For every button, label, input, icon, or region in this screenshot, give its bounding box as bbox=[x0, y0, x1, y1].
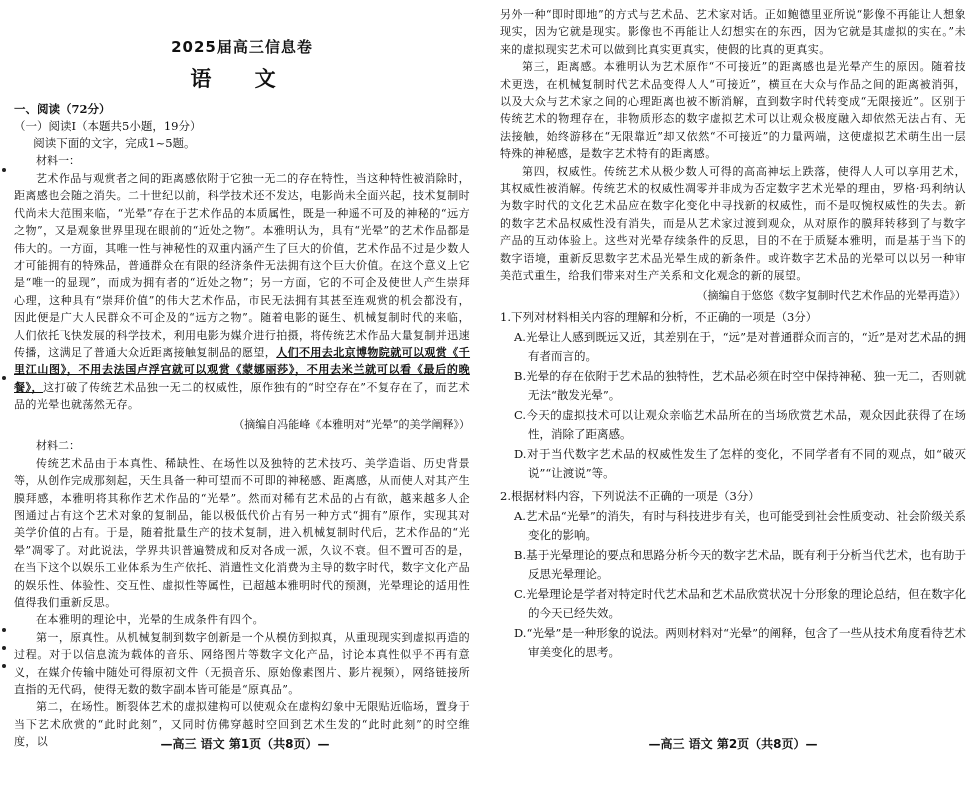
material-2-continuation: 另外一种“即时即地”的方式与艺术品、艺术家对话。正如鲍德里亚所说“影像不再能让人想象现实，因为它就是现实。影像也不再能让人幻想实在的东西，因为它就是其虚拟的实在。”未来的虚拟现实艺术可以做到比真实更真实，使假的比真的更真实。 bbox=[500, 8, 966, 56]
right-page bbox=[500, 0, 966, 800]
material-2-paragraph: 第三，距离感。本雅明认为艺术原作“不可接近”的距离感也是光晕产生的原因。随着技术更迭，在机械复制时代艺术品变得人人“可接近”，横亘在大众与作品之间的距离被消弭，以及大众与艺术家之间的心理距离也被不断消解，直到数字时代转变成“无限接近”。区别于传统艺术的物理存在，非物质形态的数字虚拟艺术可以让观众极度融入却依然无法占有、无法接触，始终游移在“无限靠近”却又依然“不可接近”的力量两端，这使虚拟艺术萌生出一层特殊的神秘感，是数字艺术特有的距离感。 bbox=[500, 60, 966, 161]
question-2 bbox=[500, 487, 966, 662]
option-a: A.光晕让人感到既远又近，其差别在于，“远”是对普通群众而言的，“近”是对艺术品的拥有者而言的。 bbox=[514, 329, 966, 363]
page-footer-right: —高三 语文 第2页（共8页）— bbox=[648, 737, 818, 751]
margin-mark bbox=[2, 628, 6, 632]
option-c: C.今天的虚拟技术可以让观众亲临艺术品所在的当场欣赏艺术品，观众因此获得了在场性，消除了距离感。 bbox=[514, 407, 966, 441]
option-c: C.光晕理论是学者对特定时代艺术品和艺术品欣赏状况十分形象的理论总结，但在数字化的今天已经失效。 bbox=[514, 586, 966, 620]
question-stem: 2.根据材料内容，下列说法不正确的一项是（3分） bbox=[500, 488, 760, 503]
material-2-paragraph: 传统艺术品由于本真性、稀缺性、在场性以及独特的艺术技巧、美学造诣、历史背景等，从创作完成那刻起，天生具备一种可望而不可即的神秘感、距离感，从而使人对其产生膜拜感，本雅明将其称作艺术作品的“光晕”。然而对稀有艺术品的占有欲，越来越多人企图通过占有这个艺术对象的复制品，能以极低代价占有另一种方式“拥有”原作，实现其对美学价值的占有。于是，随着批量生产的技术复制，进入机械复制时代后，艺术作品的“光晕”凋零了。对此说法，学界共识普遍赞成和反对各成一派，久议不衰。但不置可否的是，在当下这个以娱乐工业体系为生产依托、消遣性文化消费为主导的数字时代，数字文化产品的娱乐性、体验性、交互性、虚拟性等属性，已超越本雅明时代的预测，光晕理论的适用性值得我们重新反思。 bbox=[14, 456, 470, 609]
option-d: D.“光晕”是一种形象的说法。两则材料对“光晕”的阐释，包含了一些从技术角度看待艺术审美变化的思考。 bbox=[514, 625, 966, 659]
section-heading: 一、阅读（72分） bbox=[14, 102, 111, 116]
material-2-paragraph: 第一，原真性。从机械复制到数字创新是一个从模仿到拟真，从重现现实到虚拟再造的过程。对于以信息流为载体的音乐、网络图片等数字文化产品，讨论本真性似乎不再有意义，在媒介传输中随处可得原初文件（无损音乐、原始像素图片、影片视频），网络链接所直指的无代码，使得无数的数字副本皆可能是“原真品”。 bbox=[14, 630, 470, 696]
material-2-paragraph: 第四，权威性。传统艺术从极少数人可得的高高神坛上跌落，使得人人可以享用艺术，其权威性被消解。传统艺术的权威性凋零并非成为否定数字艺术光晕的理由，罗格·玛利纳认为数字时代的文化艺术品应在数字化变化中寻找新的权威性，而不是叹惋权威性的失去。新的数字艺术品权威性没有消失，而是从艺术家过渡到观众，从对原作的膜拜转移到了与数字产品的互动体验上。这些对光晕存续条件的反思，目的不在于质疑本雅明，而是基于当下的数字语境，重新反思数字艺术品光晕生成的新条件。或许数字艺术品的光晕可以以另一种审美范式重生，给我们带来对生产关系和文化观念的新的展望。 bbox=[500, 164, 966, 283]
material-2-paragraph: 第二，在场性。断裂体艺术的虚拟建构可以使观众在虚构幻象中无限贴近临场，置身于当下艺术欣赏的“此时此刻”，又同时仿佛穿越时空回到艺术生发的“此时此刻”的时空维度，以 bbox=[14, 700, 470, 749]
instruction: 阅读下面的文字，完成1~5题。 bbox=[33, 136, 196, 150]
material-1-source: （摘编自冯能峰《本雅明对“光晕”的美学阐释》） bbox=[233, 417, 470, 431]
page-footer-left: —高三 语文 第1页（共8页）— bbox=[160, 737, 330, 751]
question-stem: 1.下列对材料相关内容的理解和分析，不正确的一项是（3分） bbox=[500, 309, 818, 324]
option-d: D.对于当代数字艺术品的权威性发生了怎样的变化，不同学者有不同的观点，如“破灭说”“让渡说”等。 bbox=[514, 446, 966, 480]
material-2-source: （摘编自于悠悠《数字复制时代艺术作品的光晕再造》） bbox=[696, 288, 966, 302]
subsection-heading: （一）阅读Ⅰ（本题共5小题，19分） bbox=[14, 119, 202, 133]
subject-title: 语 文 bbox=[190, 67, 294, 91]
exam-title: 2025届高三信息卷 bbox=[171, 38, 313, 56]
material-1-paragraph bbox=[14, 170, 470, 414]
margin-mark bbox=[2, 168, 6, 172]
option-b: B.基于光晕理论的要点和思路分析今天的数字艺术品，既有利于分析当代艺术，也有助于反思光晕理论。 bbox=[514, 547, 966, 581]
margin-mark bbox=[2, 646, 6, 650]
material-2-paragraph: 在本雅明的理论中，光晕的生成条件有四个。 bbox=[36, 613, 264, 627]
left-page bbox=[14, 0, 476, 800]
margin-mark bbox=[2, 664, 6, 668]
option-a: A.艺术品“光晕”的消失，有时与科技进步有关，也可能受到社会性质变动、社会阶级关系变化的影响。 bbox=[514, 508, 966, 542]
material-1-underlined: 人们不用去北京博物院就可以观赏《千里江山图》，不用去法国卢浮宫就可以观赏《蒙娜丽莎》，不用去米兰就可以看《最后的晚餐》， bbox=[14, 346, 471, 394]
material-1-label: 材料一： bbox=[36, 154, 80, 167]
material-1-tail: 这打破了传统艺术品独一无二的权威性，原作独有的“时空存在”不复存在了，而艺术品的光晕也就荡然无存。 bbox=[14, 380, 471, 412]
question-1 bbox=[500, 308, 966, 483]
margin-mark bbox=[2, 376, 6, 380]
option-b: B.光晕的存在依附于艺术品的独特性，艺术品必须在时空中保持神秘、独一无二，否则就无法“散发光晕”。 bbox=[514, 368, 966, 402]
material-2-label: 材料二： bbox=[36, 438, 80, 452]
material-1-text: 艺术作品与观赏者之间的距离感依附于它独一无二的存在特性，当这种特性被消除时，距离感也会随之消失。二十世纪以前，科学技术还不发达，电影尚未全面兴起，技术复制时代尚未大范围来临，“光晕”存在于艺术作品的本质属性，既是一种遥不可及的神秘的“远方之物”，又是观象世界里现在眼前的“近处之物”。本雅明认为，具有“光晕”的艺术作品都是伟大的。一方面，其唯一性与神秘性的双重内涵产生了巨大的价值，艺术作品不过是少数人才可能拥有的特殊品，普通群众在有限的经济条件无法拥有这个巨大价值。在这个意义上它是“唯一的显现”，而成为拥有者的“近处之物”；另一方面，它的不可企及使世人产生崇拜心理，这种具有“崇拜价值”的伟大艺术作品，市民无法拥有其甚至连观赏的机会都没有，因此便是广大人民群众不可企及的“远方之物”。随着电影的诞生、机械复制时代的来临，人们依托飞快发展的科学技术，利用电影为媒介进行拍摄，将传统艺术作品大量复制并迅速传播，这满足了普通大众近距离接触复制品的愿望， bbox=[14, 172, 470, 360]
